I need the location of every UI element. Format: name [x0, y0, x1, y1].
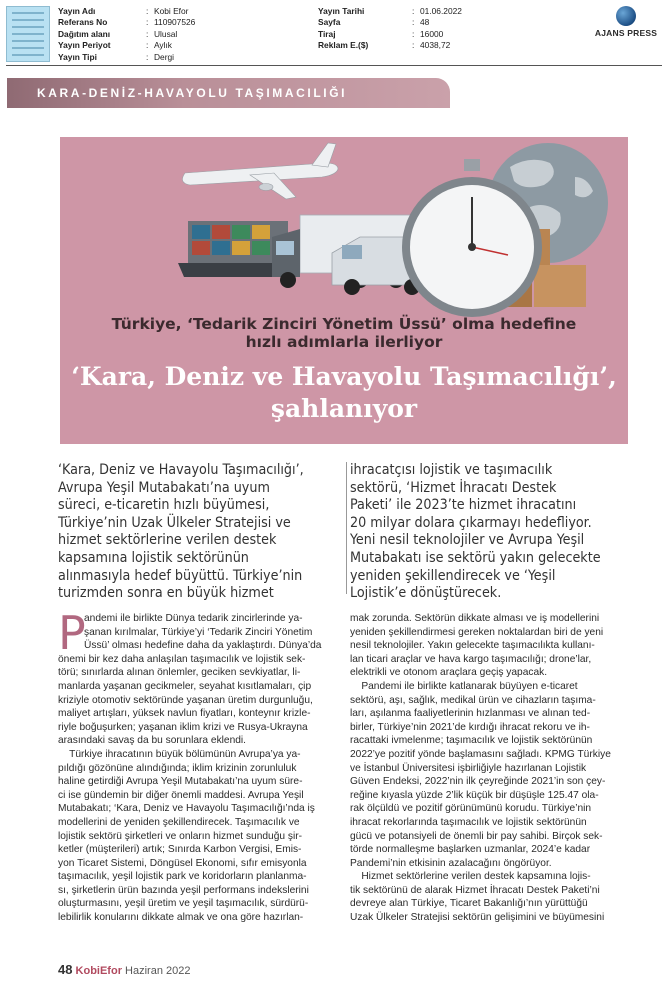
meta-value: Kobi Efor — [154, 6, 189, 16]
meta-value: Aylık — [154, 40, 172, 51]
intro-line: Yeni nesil teknolojiler ve Avrupa Yeşil — [350, 532, 585, 549]
meta-value: 4038,72 — [420, 40, 451, 51]
meta-row: Yayın Tipi : Dergi — [58, 51, 175, 62]
body-line: haline getirdiği Avrupa Yeşil Mutabakatı’na uyum süre- — [58, 776, 303, 788]
intro-divider — [346, 462, 347, 594]
ajans-press-logo — [588, 6, 664, 38]
body-line: Uzak Ülkeler Stratejisi sektörün gelişimini ve büyümesini — [350, 912, 605, 924]
body-line: ihracat rekorlarında taşımacılık ve lojistik sektörünün — [350, 816, 587, 828]
meta-row: Referans No : 110907526 — [58, 17, 196, 28]
meta-value: Ulusal — [154, 28, 178, 39]
magazine-name: KobiEfor — [75, 965, 122, 977]
publication-meta-left — [58, 6, 195, 63]
body-line: rak ölçüldü ve pozitif görünümünü korudu. Türkiye’nin — [350, 803, 592, 815]
intro-line: Türkiye’nin Uzak Ülkeler Stratejisi ve — [58, 514, 291, 531]
meta-key: Dağıtım alanı — [58, 28, 111, 39]
airplane-illustration — [182, 143, 338, 199]
body-line: reğine kıyasla yüzde 2’lik küçük bir düşüşle 125.47 ola- — [350, 789, 599, 801]
meta-key: Yayın Adı — [58, 6, 96, 16]
body-line: Güven Endeksi, 2022’nin ilk çeyreğinde 2021’in son çey- — [350, 776, 606, 788]
body-line: riyle boğuşurken; yaşanan iklim krizi ve Rusya-Ukrayna — [58, 721, 308, 733]
meta-value: Dergi — [154, 51, 175, 62]
hero-subtitle-line: hızlı adımlarla ilerliyor — [245, 333, 443, 351]
body-line: andemi ile birlikte Dünya tedarik zincirlerinde ya- — [84, 613, 303, 624]
hero-title-line: ‘Kara, Deniz ve Havayolu Taşımacılığı’, — [71, 362, 617, 391]
header-divider — [6, 65, 662, 66]
logo-text: AJANS PRESS — [594, 28, 658, 38]
intro-line: 20 milyar dolara çıkarmayı hedefliyor. — [350, 514, 592, 531]
meta-value: 01.06.2022 — [420, 6, 462, 16]
body-line: oluşturmasını, yeşil üretim ve yeşil taşımacılık, sürdürü- — [58, 898, 309, 910]
body-line: pıldığı gözönüne alındığında; iklim krizinin zorunluluk — [58, 762, 297, 774]
body-left-column — [58, 606, 338, 925]
body-line: Pandemi’nin etkisinin azalacağını öngörüyor. — [350, 857, 552, 869]
intro-line: ihracatçısı lojistik ve taşımacılık — [350, 462, 553, 478]
body-line: ları, aşılanma faaliyetlerinin hızlanması ve alınan ted- — [350, 708, 591, 720]
body-line: ve İstanbul Üniversitesi işbirliğiyle hazırlanan Lojistik — [350, 762, 587, 774]
drop-cap: P — [58, 606, 86, 660]
section-title: KARA-DENİZ-HAVAYOLU TAŞIMACILIĞI — [37, 86, 348, 100]
body-line: şanan kırılmalar, Türkiye’yi ‘Tedarik Zinciri Yönetim — [84, 626, 313, 638]
body-line: modellerini de yeniden şekillendirecek. Taşımacılık ve — [58, 816, 300, 828]
meta-key: Yayın Tarihi — [318, 6, 365, 16]
body-line: arasındaki savaş da bu sorunlara eklendi. — [58, 735, 247, 747]
intro-left-column — [58, 462, 340, 603]
intro-line: sektörü, ‘Hizmet İhracatı Destek — [350, 479, 557, 496]
body-line: kriziyle otomotiv sektöründe yaşanan üretim durgunluğu, — [58, 694, 313, 706]
meta-row: Yayın Adı : Kobi Efor — [58, 6, 189, 16]
hero-subtitle-line: Türkiye, ‘Tedarik Zinciri Yönetim Üssü’ olma hedefine — [111, 315, 577, 333]
meta-key: Yayın Tipi — [58, 51, 97, 62]
body-right-column — [350, 612, 632, 925]
meta-key: Tiraj — [318, 28, 336, 39]
meta-row: Dağıtım alanı : Ulusal — [58, 28, 178, 39]
meta-value: 16000 — [420, 28, 444, 39]
body-line: maliyet artışları, yüksek navlun fiyatları, konteynır krizle- — [58, 708, 311, 720]
meta-key: Sayfa — [318, 17, 341, 28]
clipping-thumbnail — [6, 6, 50, 62]
page-footer — [58, 962, 190, 977]
intro-line: yeniden şekillendirecek ve ‘Yeşil — [350, 567, 556, 584]
intro-line: süreci, e-ticaretin hızlı büyümesi, — [58, 497, 270, 514]
body-line: gücü ve potansiyeli de önemli bir pay sahibi. Birçok sek- — [350, 830, 603, 842]
body-line: ci ise gündemin bir diğer önemli maddesi. Avrupa Yeşil — [58, 789, 304, 801]
body-line: devreye alan Türkiye, Ticaret Bakanlığı’nın yürüttüğü — [350, 898, 588, 910]
body-line: Türkiye ihracatının büyük bölümünün Avrupa’ya ya- — [58, 748, 301, 760]
body-line: Hizmet sektörlerine verilen destek kapsamına lojis- — [350, 871, 591, 883]
body-line: Mutabakatı; ‘Kara, Deniz ve Havayolu Taşımacılığı’nda iş — [58, 803, 315, 815]
body-line: yeniden şekillendirmesi gereken noktalardan biri de yeni — [350, 626, 604, 638]
meta-row: Reklam E.($) : 4038,72 — [318, 40, 451, 51]
section-band — [7, 78, 450, 108]
body-line: Pandemi ile birlikte katlanarak büyüyen e-ticaret — [350, 680, 578, 692]
publication-meta-right — [318, 6, 462, 52]
meta-key: Reklam E.($) — [318, 40, 369, 51]
meta-row: Yayın Tarihi : 01.06.2022 — [318, 6, 462, 16]
body-line: törü; sınırlarda alınan önlemler, geciken sevkiyatlar, li- — [58, 667, 301, 679]
hero-title-line: şahlanıyor — [270, 394, 418, 423]
body-line: lebilirlik konularını dikkate almak ve ona göre hazırlan- — [58, 912, 304, 924]
body-line: sı, şirketlerin ürün bazında yeşil performans indekslerini — [58, 884, 309, 896]
body-line: ketler (müşterileri) artık; Sınırda Karbon Vergisi, Emis- — [58, 844, 302, 856]
body-line: taşımacılık, yeşil lojistik park ve koridorların planlanma- — [58, 871, 307, 883]
meta-value: 48 — [420, 17, 430, 28]
meta-value: 110907526 — [154, 17, 196, 28]
body-line: racattaki ivmelenme; taşımacılık ve lojistik sektörünün — [350, 735, 593, 747]
body-line: tik sektörünü de alarak Hizmet İhracatı Destek Paketi’ni — [350, 884, 600, 896]
intro-line: ‘Kara, Deniz ve Havayolu Taşımacılığı’, — [58, 462, 304, 478]
page-number: 48 — [58, 962, 73, 977]
issue-date: Haziran 2022 — [125, 965, 191, 977]
body-line: elektrikli ve otonom araçlara geçiş yapacak. — [350, 667, 548, 679]
body-line: önemi bir kez daha anlaşılan taşımacılık ve lojistik sek- — [58, 653, 306, 665]
body-line: birler, Türkiye’nin 2021’de kırdığı ihracat rekoru ve ih- — [350, 721, 590, 733]
meta-row: Tiraj : 16000 — [318, 28, 444, 39]
body-line: lan ticari araçlar ve hava kargo taşımacılığı; drone’lar, — [350, 653, 592, 665]
body-line: 2022’ye pozitif yönde başlamasını sağladı. KPMG Türkiye — [350, 748, 611, 760]
body-line: yon Ticaret Sistemi, Döngüsel Ekonomi, sıfır emisyonla — [58, 857, 307, 869]
body-line: manlarda yaşanan gecikmeler, seyahat kısıtlamaları, çip — [58, 680, 312, 692]
intro-line: alınmasıyla hedef büyüttü. Türkiye’nin — [58, 567, 303, 584]
body-line: nesil teknolojiler. Yakın gelecekte taşımacılıkta kullanı- — [350, 640, 595, 652]
intro-line: Paketi’ ile 2023’te hizmet ihracatını — [350, 497, 577, 514]
body-line: törde normalleşme başlarken uzmanlar, 2024’e kadar — [350, 844, 591, 856]
meta-key: Yayın Periyot — [58, 40, 111, 51]
hero-banner — [60, 137, 628, 444]
body-line: Üssü’ olması hedefine daha da yaklaştırdı. Dünya’da — [84, 640, 322, 652]
intro-line: Lojistik’e dönüştürecek. — [350, 585, 502, 602]
body-line: mak zorunda. Sektörün dikkate alması ve iş modellerini — [350, 613, 600, 624]
body-line: sektörü, aşı, sağlık, medikal ürün ve cihazların taşıma- — [350, 694, 596, 706]
intro-right-column — [350, 462, 632, 603]
meta-key: Referans No — [58, 17, 108, 28]
hero-title — [60, 361, 628, 425]
hero-subtitle — [60, 315, 628, 351]
intro-line: Avrupa Yeşil Mutabakatı’na uyum — [58, 479, 270, 496]
intro-line: kapsamına lojistik sektörünün — [58, 549, 249, 566]
intro-line: turizmden sonra en büyük hizmet — [58, 585, 274, 602]
meta-row: Sayfa : 48 — [318, 17, 430, 28]
body-line: lojistik sektörü şirketleri ve onların hizmet sunduğu şir- — [58, 830, 303, 842]
intro-line: hizmet sektörlerine verilen destek — [58, 532, 277, 549]
meta-row: Yayın Periyot : Aylık — [58, 40, 172, 51]
globe-icon — [616, 6, 636, 26]
intro-line: Mutabakatı ise sektörü yakın gelecekte — [350, 549, 601, 566]
